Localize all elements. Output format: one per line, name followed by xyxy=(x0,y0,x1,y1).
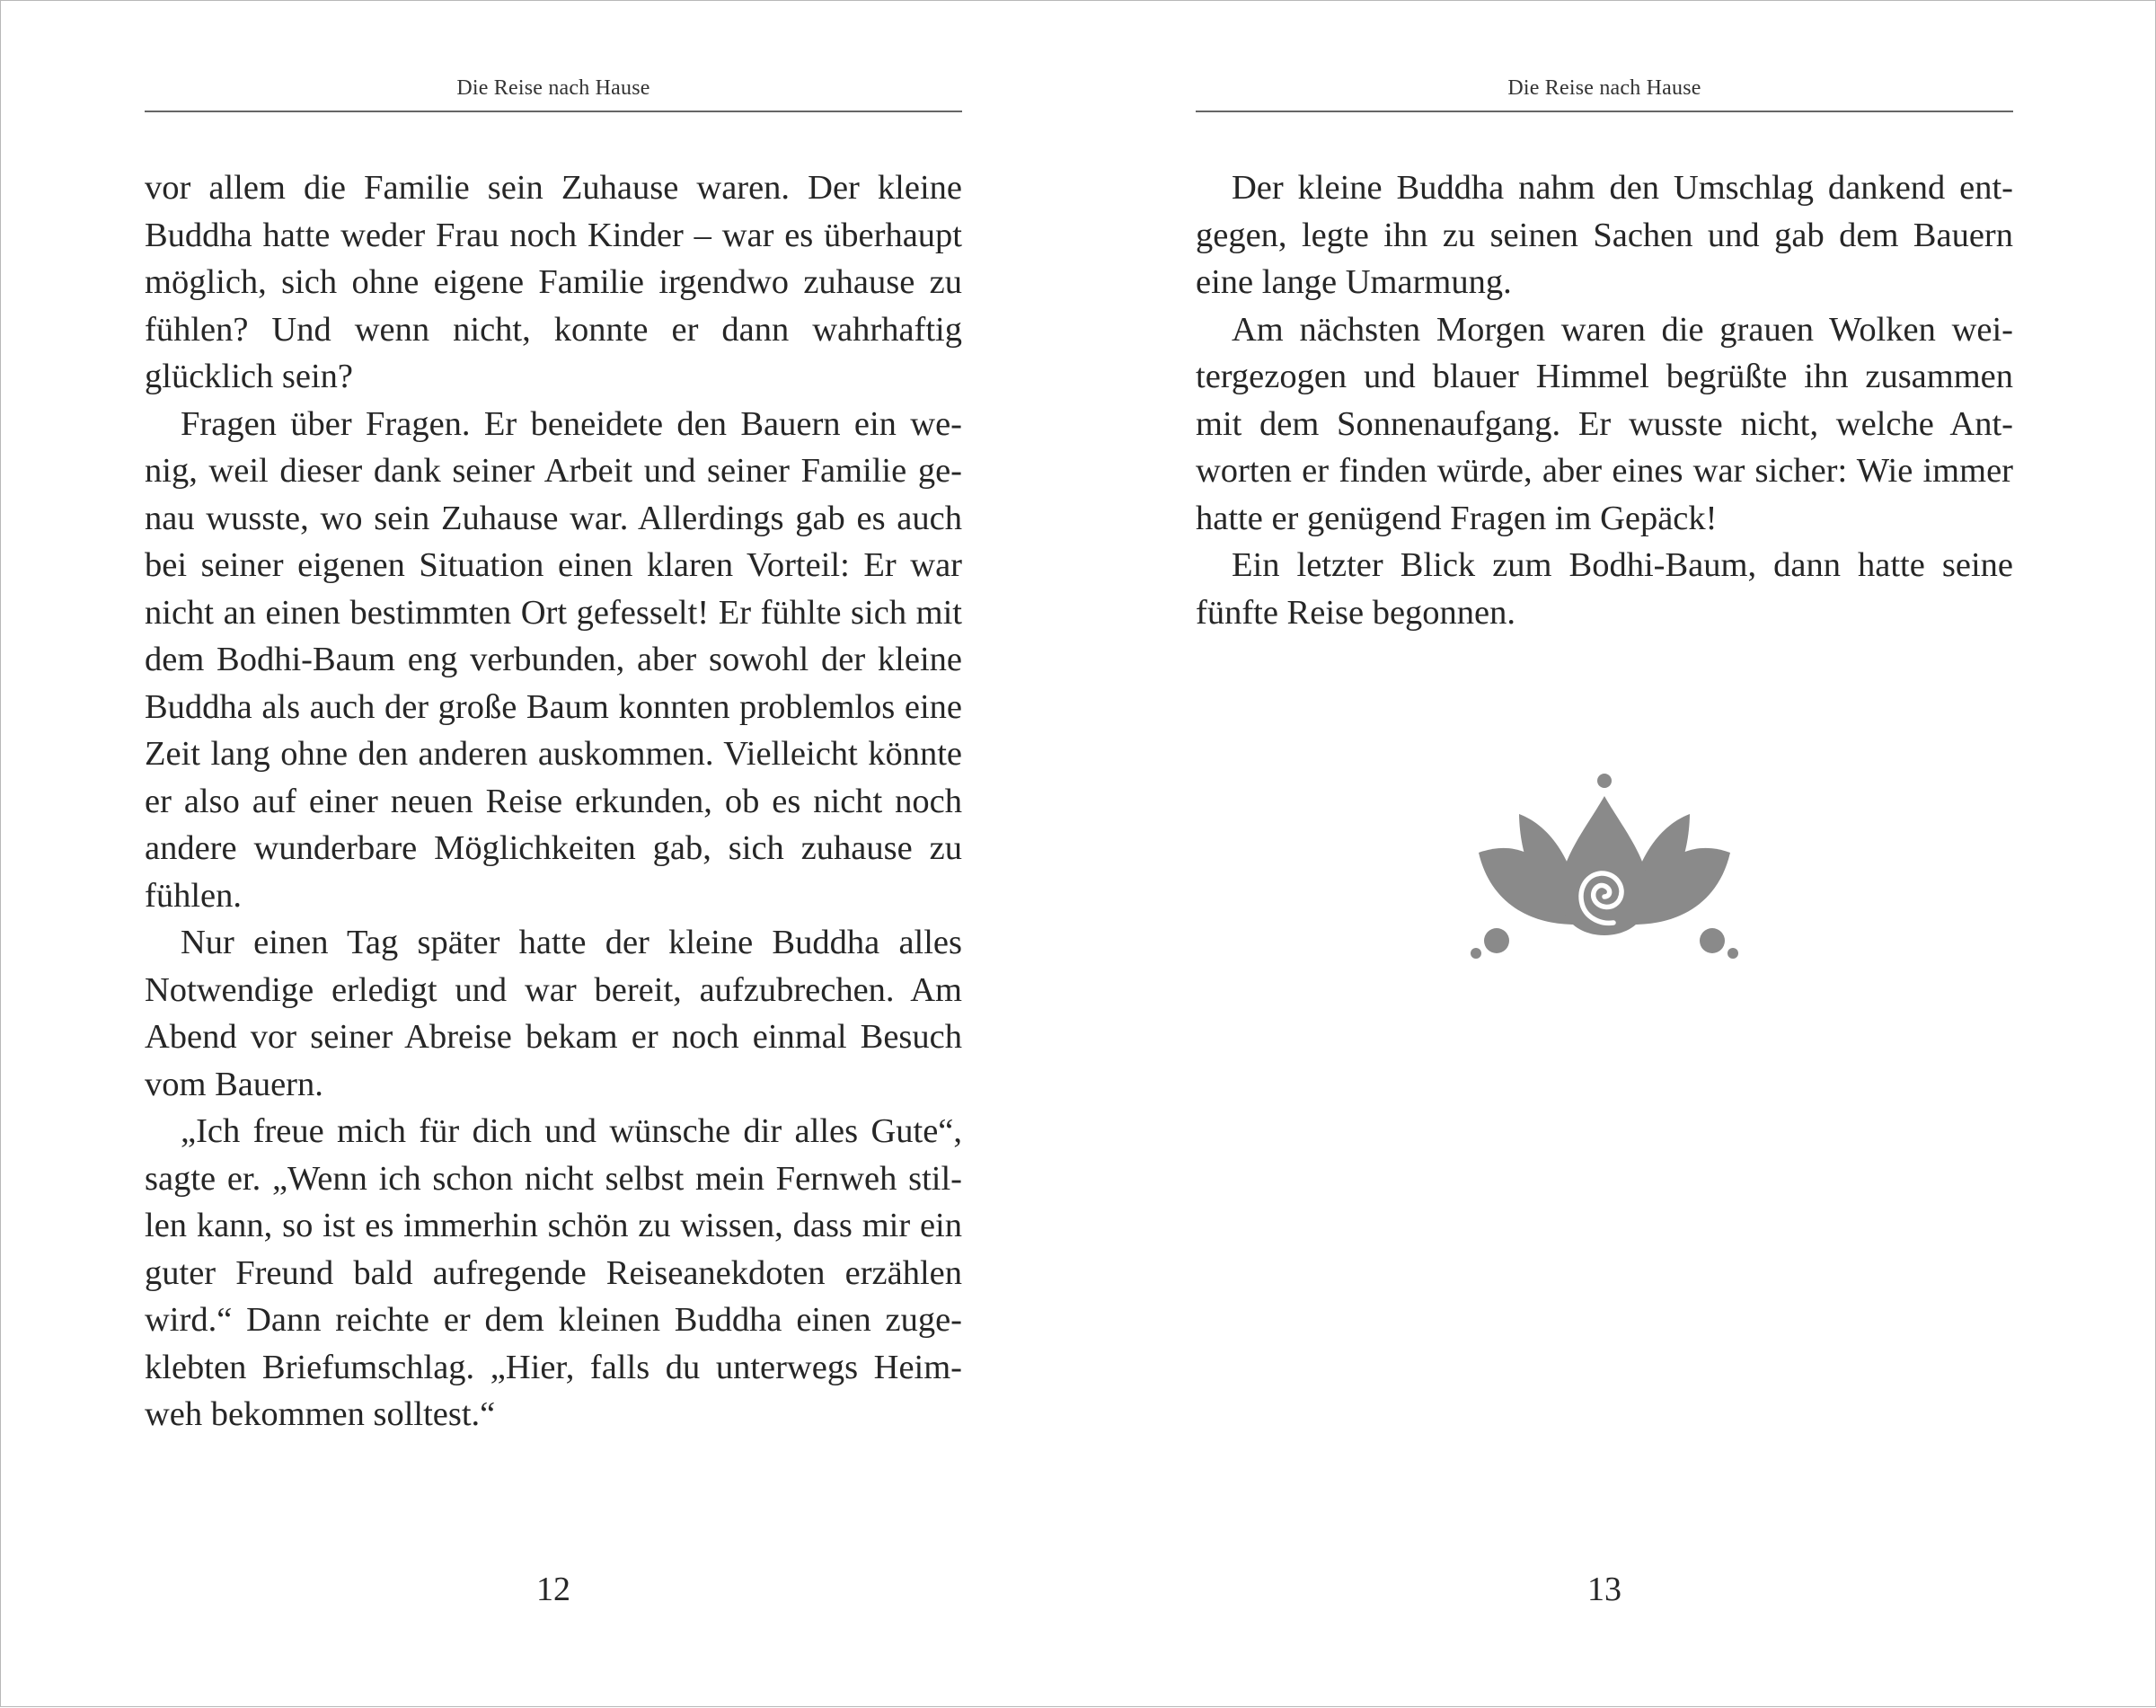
paragraph: Der kleine Buddha nahm den Umschlag dankend entgegen, legte ihn zu seinen Sachen und gab dem Bauern eine lange Umarmung. xyxy=(1196,169,2013,301)
paragraph: vor allem die Familie sein Zuhause waren. Der kleine Buddha hatte weder Frau noch Kinder – war es überhaupt möglich, sich ohne eigene Familie irgendwo zuhause zu fühlen? Und wenn nicht, konnte er dann wahrhaftig glücklich sein? xyxy=(145,169,962,395)
left-page-body xyxy=(145,164,962,1438)
paragraph: Ein letzter Blick zum Bodhi-Baum, dann hatte seine fünfte Reise begonnen. xyxy=(1196,546,2013,632)
page-number-right: 13 xyxy=(1587,1571,1621,1608)
paragraph: Am nächsten Morgen waren die grauen Wolken weitergezogen und blauer Himmel begrüßte ihn zusammen mit dem Sonnenaufgang. Er wusste nicht, welche Antworten er finden würde, aber eines war sicher: Wie immer hatte er genügend Fragen im Gepäck! xyxy=(1196,310,2013,537)
right-page xyxy=(1196,1,2013,1708)
page-number-left: 12 xyxy=(536,1571,570,1608)
lotus-spiral-icon xyxy=(1470,765,1739,971)
header-rule-right xyxy=(1196,111,2013,112)
paragraph: Fragen über Fragen. Er beneidete den Bauern ein wenig, weil dieser dank seiner Arbeit und seiner Familie genau wusste, wo sein Zuhause war. Allerdings gab es auch bei seiner eigenen Situation einen klaren Vorteil: Er war nicht an einen bestimmten Ort gefesselt! Er fühlte sich mit dem Bodhi-Baum eng verbunden, aber sowohl der kleine Buddha als auch der große Baum konnten problemlos eine Zeit lang ohne den anderen auskommen. Vielleicht könnte er also auf einer neuen Reise erkunden, ob es nicht noch andere wunderbare Möglichkeiten gab, sich zuhause zu fühlen. xyxy=(145,404,962,915)
right-page-body xyxy=(1196,164,2013,636)
running-head-left: Die Reise nach Hause xyxy=(456,76,650,100)
header-rule-left xyxy=(145,111,962,112)
left-page xyxy=(145,1,962,1708)
running-head-right: Die Reise nach Hause xyxy=(1507,76,1701,100)
paragraph: „Ich freue mich für dich und wünsche dir alles Gute“, sagte er. „Wenn ich schon nicht selbst mein Fernweh stillen kann, so ist es immerhin schön zu wissen, dass mir ein guter Freund bald aufregende Reiseanekdoten erzählen wird.“ Dann reichte er dem kleinen Buddha einen zugeklebten Briefumschlag. „Hier, falls du unterwegs Heimweh bekommen solltest.“ xyxy=(145,1112,962,1433)
paragraph: Nur einen Tag später hatte der kleine Buddha alles Notwendige erledigt und war bereit, aufzubrechen. Am Abend vor seiner Abreise bekam er noch einmal Besuch vom Bauern. xyxy=(145,924,962,1103)
